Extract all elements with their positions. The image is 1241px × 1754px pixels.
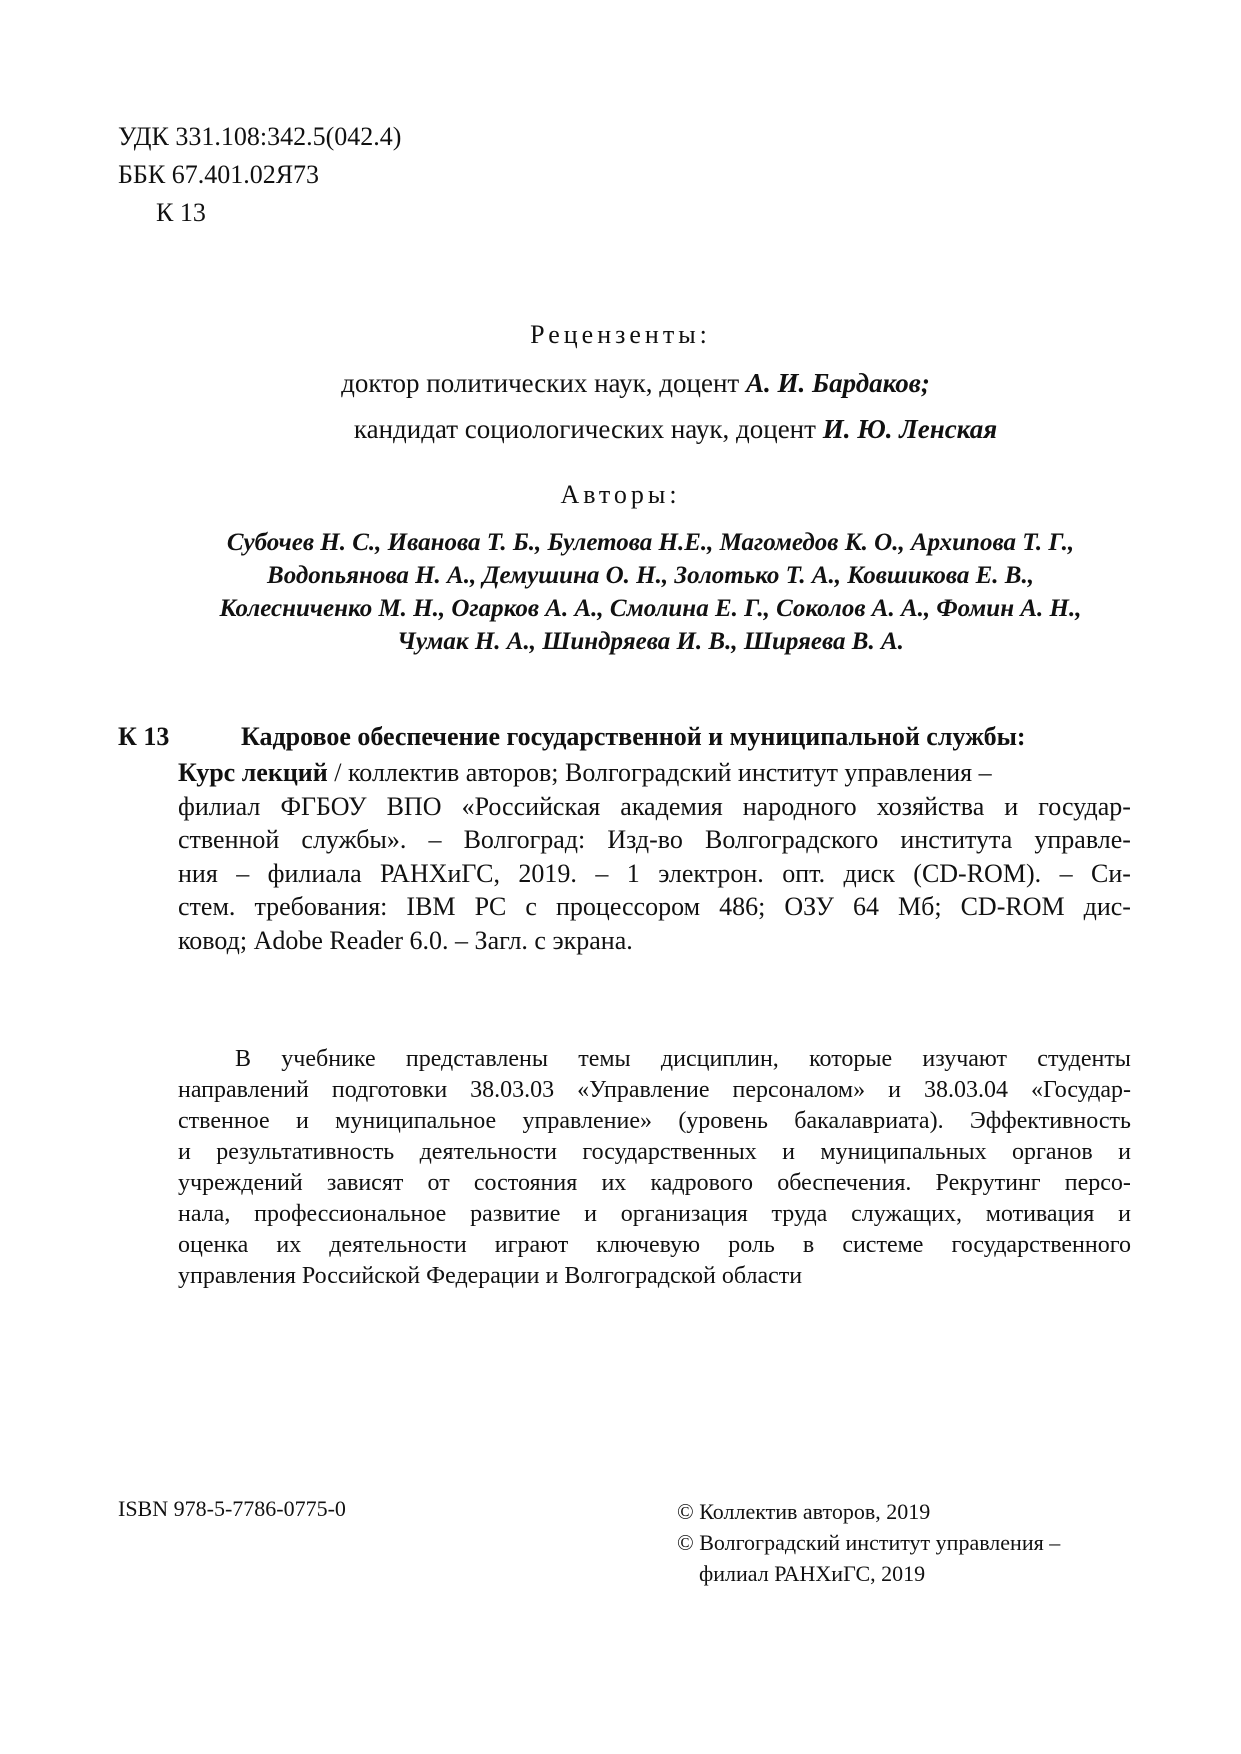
annotation-line: нала, профессиональное развитие и организация труда служащих, мотивация и — [178, 1201, 1131, 1227]
annotation-line: оценка их деятельности играют ключевую роль в системе государственного — [178, 1232, 1131, 1258]
reviewer-1 — [0, 368, 1241, 399]
copyright-institute: © Волгоградский институт управления – — [677, 1530, 1061, 1555]
copyright-authors: © Коллектив авторов, 2019 — [677, 1499, 931, 1524]
reviewer-2-name: И. Ю. Ленская — [822, 414, 998, 444]
reviewer-1-name: А. И. Бардаков; — [745, 368, 930, 398]
catalog-title: Кадровое обеспечение государственной и муниципальной службы: — [241, 722, 1026, 751]
copyright-institute-cont: филиал РАНХиГС, 2019 — [699, 1561, 926, 1586]
reviewer-2 — [0, 414, 1241, 445]
catalog-line — [178, 756, 1131, 790]
catalog-line-text: / коллектив авторов; Волгоградский институт управления – — [327, 758, 992, 787]
authors-label: Авторы: — [560, 480, 681, 509]
annotation-line: В учебнике представлены темы дисциплин, которые изучают студенты — [235, 1046, 1131, 1072]
annotation-line: и результативность деятельности государственных и муниципальных органов и — [178, 1139, 1131, 1165]
classification-block — [118, 118, 401, 232]
annotation — [178, 1044, 1131, 1292]
isbn: ISBN 978-5-7786-0775-0 — [118, 1496, 346, 1521]
annotation-line: управления Российской Федерации и Волгоградской области — [178, 1263, 803, 1289]
catalog-line: ковод; Adobe Reader 6.0. – Загл. с экрана. — [178, 925, 633, 955]
authors-list — [0, 526, 1241, 658]
catalog-line: ственной службы». – Волгоград: Изд-во Волгоградского института управле- — [178, 825, 1131, 854]
author-mark: К 13 — [156, 198, 206, 227]
copyright-block — [677, 1496, 1060, 1589]
authors-line: Колесниченко М. Н., Огарков А. А., Смолина Е. Г., Соколов А. А., Фомин А. Н., — [219, 595, 1082, 622]
annotation-line: ственное и муниципальное управление» (уровень бакалавриата). Эффективность — [178, 1108, 1131, 1134]
udk-code: УДК 331.108:342.5(042.4) — [118, 122, 402, 151]
reviewer-1-title: доктор политических наук, доцент — [341, 368, 740, 398]
reviewer-2-title: кандидат социологических наук, доцент — [353, 414, 816, 444]
catalog-code: К 13 — [118, 722, 170, 751]
authors-line: Чумак Н. А., Шиндряева И. В., Ширяева В. А. — [397, 628, 904, 655]
annotation-line: направлений подготовки 38.03.03 «Управление персоналом» и 38.03.04 «Государ- — [178, 1077, 1131, 1103]
catalog-line: ния – филиала РАНХиГС, 2019. – 1 электрон. опт. диск (CD-ROM). – Си- — [178, 858, 1131, 888]
annotation-line: учреждений зависят от состояния их кадрового обеспечения. Рекрутинг персо- — [178, 1170, 1131, 1196]
catalog-line: филиал ФГБОУ ВПО «Российская академия народного хозяйства и государ- — [178, 791, 1131, 821]
catalog-line: стем. требования: IBM PC с процессором 486; ОЗУ 64 Мб; CD-ROM дис- — [178, 892, 1131, 921]
catalog-subtitle: Курс лекций — [178, 758, 328, 787]
catalog-body — [178, 756, 1131, 957]
authors-line: Водопьянова Н. А., Демушина О. Н., Золотько Т. А., Ковшикова Е. В., — [267, 562, 1034, 589]
authors-line: Субочев Н. С., Иванова Т. Б., Булетова Н.Е., Магомедов К. О., Архипова Т. Г., — [226, 529, 1075, 556]
reviewers-label: Рецензенты: — [530, 320, 711, 349]
bbk-code: ББК 67.401.02Я73 — [118, 160, 320, 189]
